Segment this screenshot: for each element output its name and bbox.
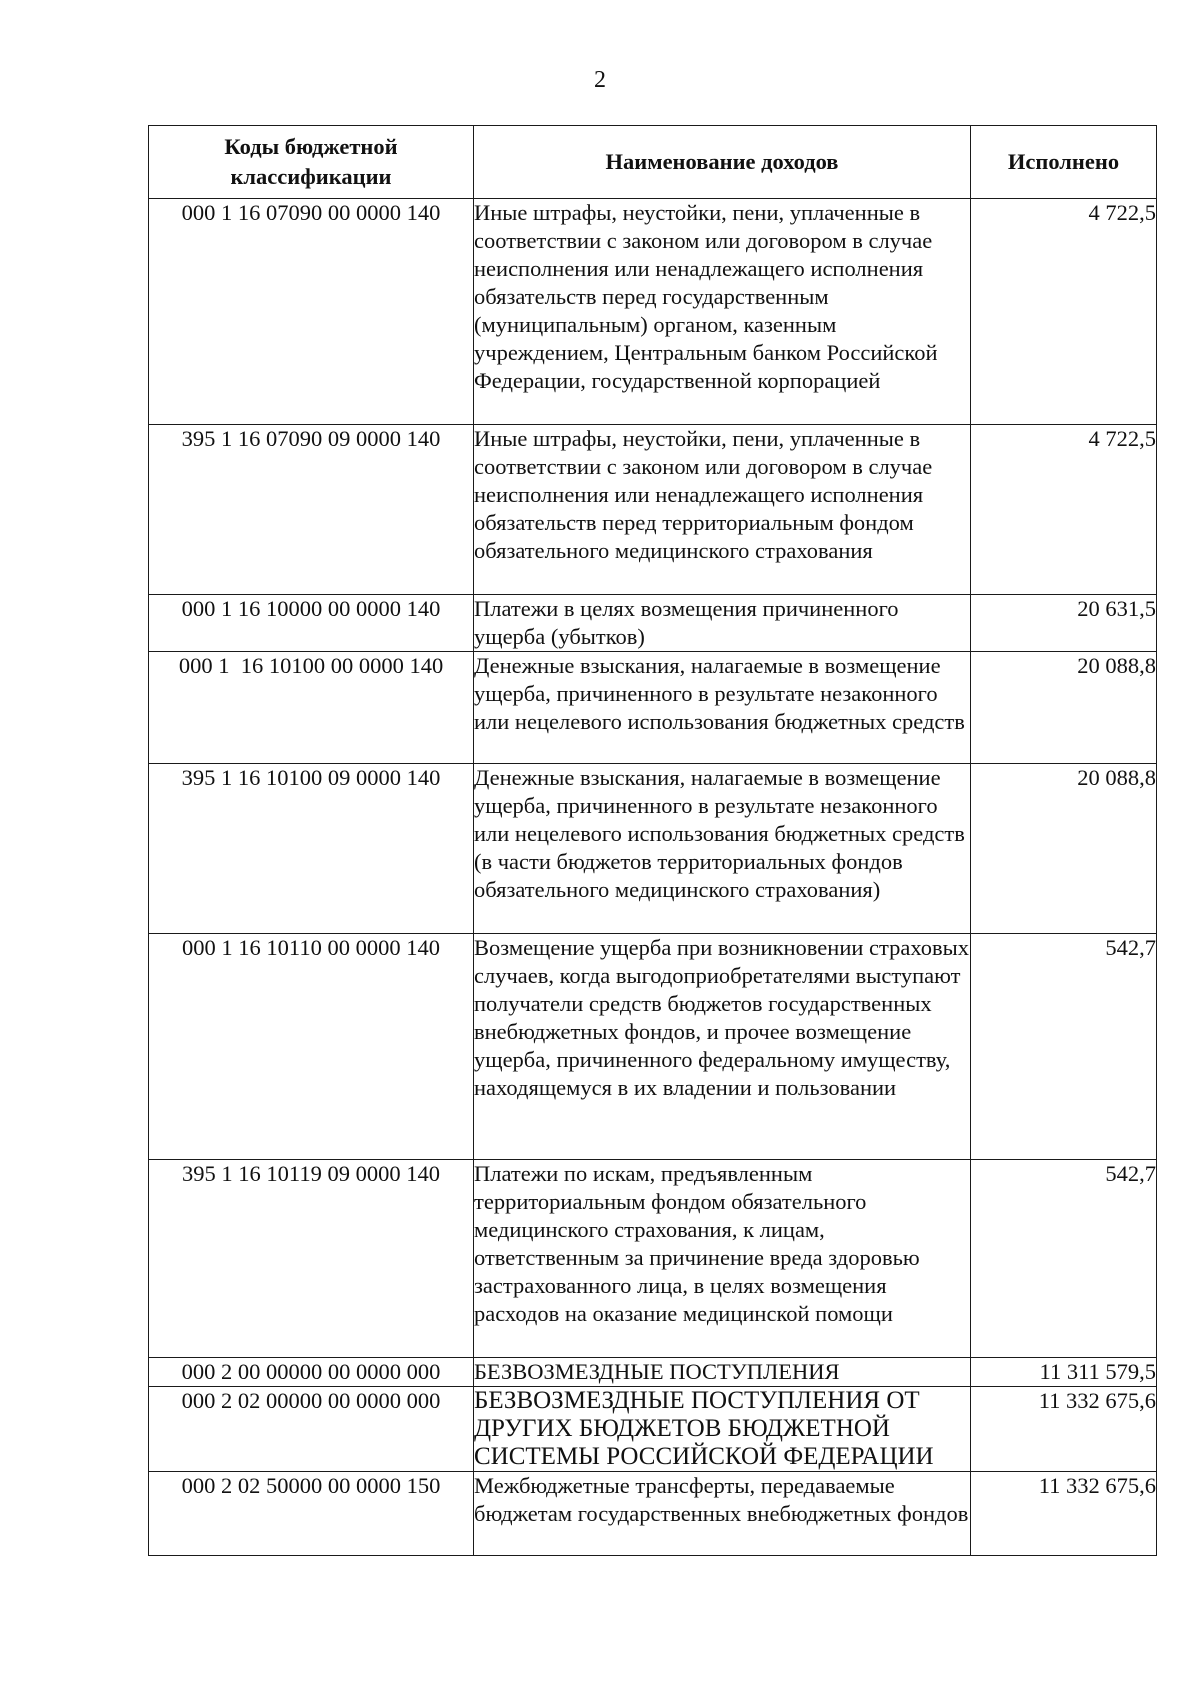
- row-value: 20 088,8: [971, 764, 1157, 934]
- page-number: 2: [594, 67, 606, 93]
- row-value: 542,7: [971, 934, 1157, 1160]
- table-row: [149, 595, 1157, 652]
- table-row: [149, 1358, 1157, 1387]
- row-name: Иные штрафы, неустойки, пени, уплаченные в соответствии с законом или договором в случае неисполнения или ненадлежащего исполнения обязательств перед государственным (муниципальным) органом, казенным учреждением, Центральным банком Российской Федерации, государственной корпорацией: [474, 199, 971, 425]
- row-value: 11 332 675,6: [971, 1472, 1157, 1556]
- table-row: [149, 764, 1157, 934]
- row-name: БЕЗВОЗМЕЗДНЫЕ ПОСТУПЛЕНИЯ: [474, 1358, 971, 1387]
- header-name: Наименование доходов: [474, 126, 971, 199]
- table-row: [149, 1387, 1157, 1472]
- row-name: БЕЗВОЗМЕЗДНЫЕ ПОСТУПЛЕНИЯ ОТ ДРУГИХ БЮДЖЕТОВ БЮДЖЕТНОЙ СИСТЕМЫ РОССИЙСКОЙ ФЕДЕРАЦИИ: [474, 1387, 971, 1472]
- row-name: Иные штрафы, неустойки, пени, уплаченные в соответствии с законом или договором в случае неисполнения или ненадлежащего исполнения обязательств перед территориальным фондом обязательного медицинского страхования: [474, 425, 971, 595]
- row-code: 000 1 16 10100 00 0000 140: [149, 652, 474, 764]
- row-value: 20 088,8: [971, 652, 1157, 764]
- row-code: 000 1 16 10000 00 0000 140: [149, 595, 474, 652]
- row-code: 000 1 16 10110 00 0000 140: [149, 934, 474, 1160]
- row-value: 20 631,5: [971, 595, 1157, 652]
- row-name: Денежные взыскания, налагаемые в возмещение ущерба, причиненного в результате незаконного или нецелевого использования бюджетных средств (в части бюджетов территориальных фондов обязательного медицинского страхования): [474, 764, 971, 934]
- row-value: 11 332 675,6: [971, 1387, 1157, 1472]
- row-name: Платежи в целях возмещения причиненного ущерба (убытков): [474, 595, 971, 652]
- row-code: 000 2 02 00000 00 0000 000: [149, 1387, 474, 1472]
- table-row: [149, 1472, 1157, 1556]
- header-code: Коды бюджетной классификации: [149, 126, 474, 199]
- table-row: [149, 652, 1157, 764]
- row-code: 000 1 16 07090 00 0000 140: [149, 199, 474, 425]
- revenue-table: [148, 125, 1157, 1556]
- row-value: 4 722,5: [971, 199, 1157, 425]
- row-name: Возмещение ущерба при возникновении страховых случаев, когда выгодоприобретателями выступают получатели средств бюджетов государственных внебюджетных фондов, и прочее возмещение ущерба, причиненного федеральному имуществу, находящемуся в их владении и пользовании: [474, 934, 971, 1160]
- row-code: 000 2 00 00000 00 0000 000: [149, 1358, 474, 1387]
- row-value: 542,7: [971, 1160, 1157, 1358]
- table-row: [149, 1160, 1157, 1358]
- row-value: 4 722,5: [971, 425, 1157, 595]
- row-value: 11 311 579,5: [971, 1358, 1157, 1387]
- row-name: Платежи по искам, предъявленным территориальным фондом обязательного медицинского страхования, к лицам, ответственным за причинение вреда здоровью застрахованного лица, в целях возмещения расходов на оказание медицинской помощи: [474, 1160, 971, 1358]
- table-row: [149, 425, 1157, 595]
- row-code: 395 1 16 07090 09 0000 140: [149, 425, 474, 595]
- row-name: Межбюджетные трансферты, передаваемые бюджетам государственных внебюджетных фондов: [474, 1472, 971, 1556]
- row-name: Денежные взыскания, налагаемые в возмещение ущерба, причиненного в результате незаконного или нецелевого использования бюджетных средств: [474, 652, 971, 764]
- row-code: 000 2 02 50000 00 0000 150: [149, 1472, 474, 1556]
- table-row: [149, 934, 1157, 1160]
- row-code: 395 1 16 10119 09 0000 140: [149, 1160, 474, 1358]
- table-row: [149, 199, 1157, 425]
- header-value: Исполнено: [971, 126, 1157, 199]
- table-header-row: [149, 126, 1157, 199]
- row-code: 395 1 16 10100 09 0000 140: [149, 764, 474, 934]
